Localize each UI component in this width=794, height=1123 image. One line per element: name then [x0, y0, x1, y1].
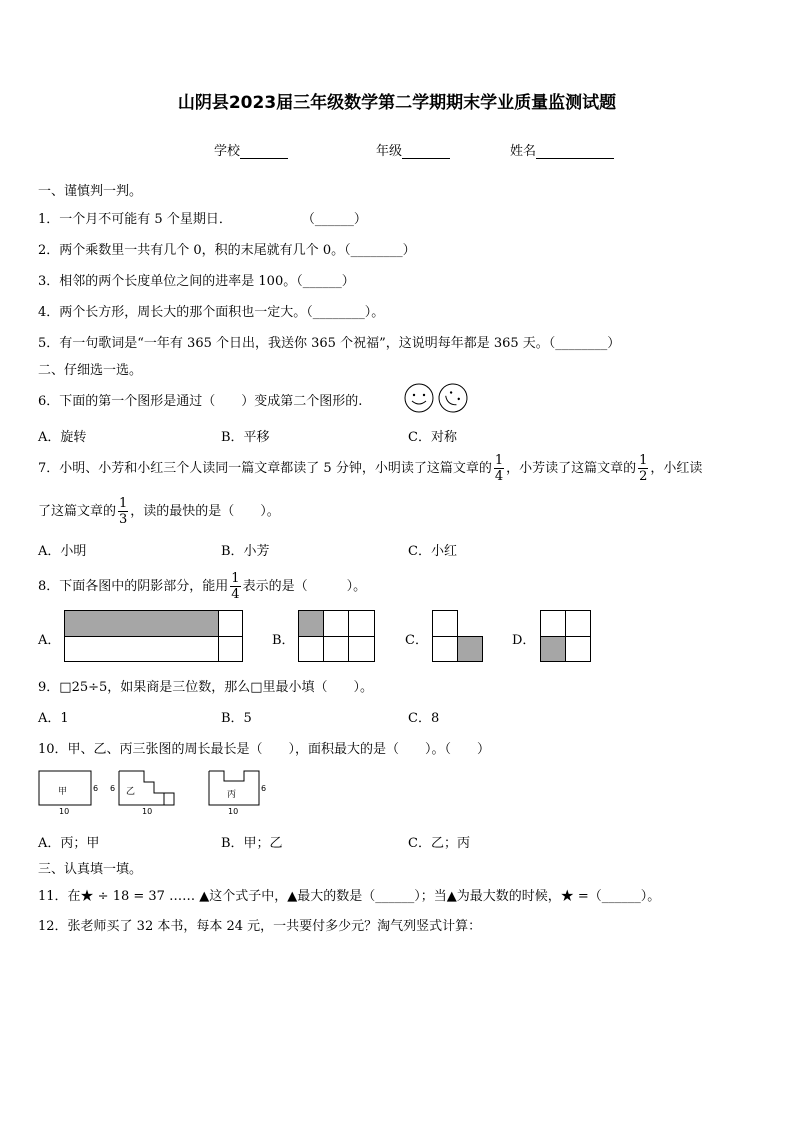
- smiley-face-2-icon: [433, 383, 472, 415]
- q8-label-b[interactable]: B．: [272, 633, 295, 648]
- q8-label-d[interactable]: D．: [512, 633, 536, 648]
- q8-label-a[interactable]: A．: [38, 633, 61, 648]
- shape-jia: 甲 6 10: [38, 770, 104, 818]
- question-4: 4．两个长方形，周长大的那个面积也一定大。（________）。: [38, 305, 385, 320]
- page-title: 山阴县2023届三年级数学第二学期期末学业质量监测试题: [177, 93, 617, 113]
- q8-figure-a: [64, 610, 243, 662]
- smiley-face-1-icon: [405, 384, 433, 412]
- question-3: 3．相邻的两个长度单位之间的进率是 100。（______）: [38, 274, 355, 289]
- q10-option-a[interactable]: A．丙；甲: [38, 836, 100, 851]
- q10-option-c[interactable]: C．乙；丙: [408, 836, 470, 851]
- q8-figure-d: [540, 610, 591, 662]
- section-1-heading: 一、谨慎判一判。: [38, 184, 143, 199]
- question-7-line-1: 7．小明、小芳和小红三个人读同一篇文章都读了 5 分钟，小明读了这篇文章的 $\frac{1}{4}$ ，小芳读了这篇文章的 $\frac{1}{2}$ ，小红读: [38, 453, 703, 484]
- question-5: 5．有一句歌词是“一年有 365 个日出，我送你 365 个祝福”，这说明每年都是 365 天。（________）: [38, 336, 621, 351]
- q7-option-a[interactable]: A．小明: [38, 544, 87, 559]
- q6-option-b[interactable]: B．平移: [221, 430, 270, 445]
- q9-option-b[interactable]: B．5: [221, 711, 252, 726]
- answer-blank[interactable]: （______）: [301, 212, 367, 227]
- question-7-line-2: 了这篇文章的 $\frac{1}{3}$ ，读的最快的是（ ）。: [38, 496, 280, 527]
- fraction-1-4: $\frac{1}{4}$: [494, 453, 504, 484]
- q10-option-b[interactable]: B．甲；乙: [221, 836, 283, 851]
- section-2-heading: 二、仔细选一选。: [38, 363, 143, 378]
- shape-bing: 丙 6 10: [208, 770, 274, 818]
- q7-option-c[interactable]: C．小红: [408, 544, 457, 559]
- q9-option-a[interactable]: A．1: [38, 711, 69, 726]
- question-12: 12．张老师买了 32 本书，每本 24 元，一共要付多少元？淘气列竖式计算：: [38, 919, 482, 934]
- question-11: 11．在★ ÷ 18 = 37 …… ▲这个式子中，▲最大的数是（______）；当▲为最大数的时候，★ =（______）。: [38, 889, 661, 904]
- q7-option-b[interactable]: B．小芳: [221, 544, 270, 559]
- q9-option-c[interactable]: C．8: [408, 711, 440, 726]
- fraction-1-3: $\frac{1}{3}$: [119, 496, 128, 527]
- school-field[interactable]: 学校: [214, 140, 288, 159]
- q8-figure-c: [432, 610, 483, 662]
- section-3-heading: 三、认真填一填。: [38, 862, 143, 877]
- q6-option-c[interactable]: C．对称: [408, 430, 457, 445]
- q6-option-a[interactable]: A．旋转: [38, 430, 87, 445]
- q8-label-c[interactable]: C．: [405, 633, 428, 648]
- question-1: 1．一个月不可能有 5 个星期日． （______）: [38, 212, 367, 227]
- name-field[interactable]: 姓名: [510, 140, 614, 159]
- smiley-faces-figure: [402, 383, 472, 415]
- fraction-1-2: $\frac{1}{2}$: [639, 453, 648, 484]
- shape-yi: 乙 6 10: [118, 770, 184, 818]
- question-2: 2．两个乘数里一共有几个 0，积的末尾就有几个 0。（________）: [38, 243, 416, 258]
- fraction-1-4: $\frac{1}{4}$: [231, 571, 240, 602]
- question-10: 10．甲、乙、丙三张图的周长最长是（ ），面积最大的是（ ）。（ ）: [38, 742, 491, 757]
- question-6: 6．下面的第一个图形是通过（ ）变成第二个图形的.: [38, 394, 363, 409]
- grade-field[interactable]: 年级: [376, 140, 450, 159]
- question-9: 9．□25÷5，如果商是三位数，那么□里最小填（ ）。: [38, 680, 374, 695]
- question-8: 8．下面各图中的阴影部分，能用 $\frac{1}{4}$ 表示的是（ ）。: [38, 571, 367, 602]
- q8-figure-b: [298, 610, 375, 662]
